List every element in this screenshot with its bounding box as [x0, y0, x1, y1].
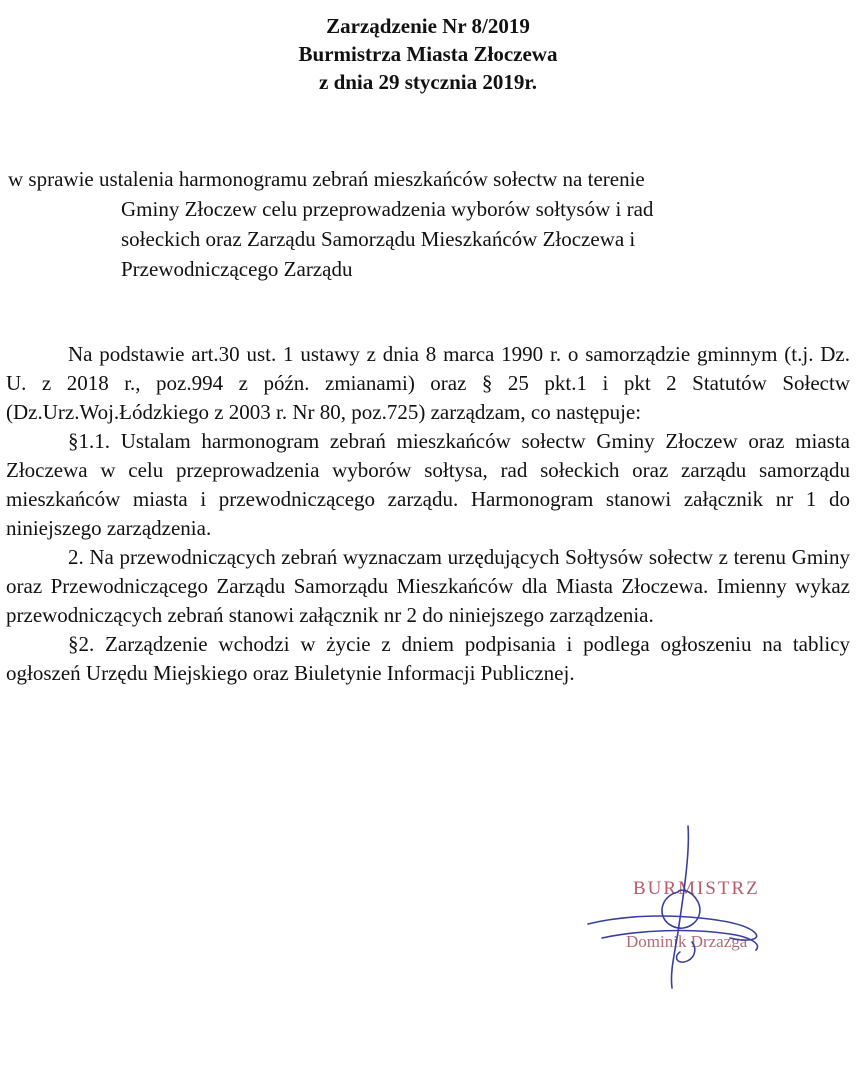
date-line: z dnia 29 stycznia 2019r. — [319, 70, 537, 94]
issuer-line: Burmistrza Miasta Złoczewa — [298, 42, 558, 66]
stamp-name: Dominik Drzazga — [626, 932, 748, 951]
subject-line-3: sołeckich oraz Zarządu Samorządu Mieszkańców Złoczewa i — [121, 227, 636, 251]
stamp-title: BURMISTRZ — [633, 878, 760, 899]
subject-line-2: Gminy Złoczew celu przeprowadzenia wyborów sołtysów i rad — [121, 197, 654, 221]
document-subject — [8, 164, 838, 284]
section-1-2-paragraph: 2. Na przewodniczących zebrań wyznaczam urzędujących Sołtysów sołectw z terenu Gminy oraz Przewodniczącego Zarządu Samorządu Mieszkańców dla Miasta Złoczewa. Imienny wykaz przewodniczących zebrań stanowi załącznik nr 2 do niniejszego zarządzenia. — [6, 545, 850, 627]
signature-block — [580, 822, 840, 1002]
document-header — [0, 12, 856, 96]
section-1-1-paragraph: §1.1. Ustalam harmonogram zebrań mieszkańców sołectw Gminy Złoczew oraz miasta Złoczewa w celu przeprowadzenia wyborów sołtysa, rad sołeckich oraz zarządu samorządu mieszkańców miasta i przewodniczącego zarządu. Harmonogram stanowi załącznik nr 1 do niniejszego zarządzenia. — [6, 429, 850, 540]
subject-line-1: w sprawie ustalenia harmonogramu zebrań mieszkańców sołectw na terenie — [8, 167, 645, 191]
document-body — [6, 340, 850, 688]
subject-line-4: Przewodniczącego Zarządu — [121, 257, 353, 281]
handwritten-signature — [580, 822, 840, 1002]
section-2-paragraph: §2. Zarządzenie wchodzi w życie z dniem podpisania i podlega ogłoszeniu na tablicy ogłoszeń Urzędu Miejskiego oraz Biuletynie Informacji Publicznej. — [6, 632, 850, 685]
legal-basis-paragraph: Na podstawie art.30 ust. 1 ustawy z dnia 8 marca 1990 r. o samorządzie gminnym (t.j. Dz. U. z 2018 r., poz.994 z późn. zmianami) oraz § 25 pkt.1 i pkt 2 Statutów Sołectw (Dz.Urz.Woj.Łódzkiego z 2003 r. Nr 80, poz.725) zarządzam, co następuje: — [6, 342, 850, 424]
document-title: Zarządzenie Nr 8/2019 — [326, 14, 530, 38]
